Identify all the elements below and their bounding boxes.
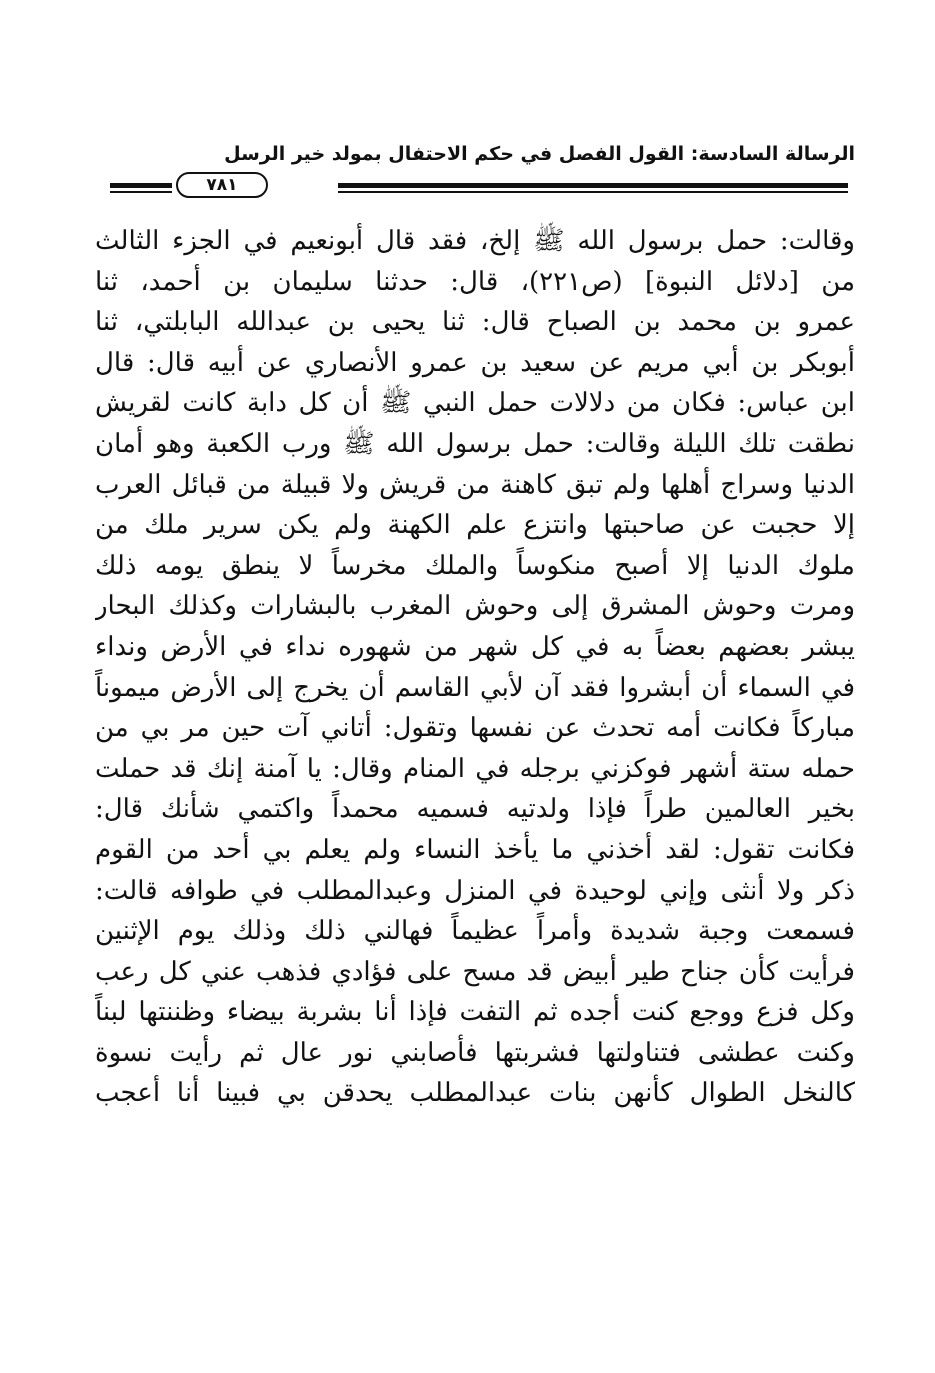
text-line: عمرو بن محمد بن الصباح قال: ثنا يحيى بن عبدالله البابلتي، ثنا — [95, 307, 855, 338]
header-rule-thick-right — [338, 183, 848, 188]
text-line: يبشر بعضهم بعضاً به في كل شهر من شهوره نداء في الأرض ونداء — [95, 631, 855, 662]
header-rule-thin-right — [338, 191, 848, 193]
page-number-badge: ٧٨١ — [176, 172, 268, 198]
text-line: ملوك الدنيا إلا أصبح منكوساً والملك مخرساً لا ينطق يومه ذلك — [95, 550, 855, 581]
text-line: في السماء أن أبشروا فقد آن لأبي القاسم أن يخرج إلى الأرض ميموناً — [95, 672, 855, 703]
text-line: حمله ستة أشهر فوكزني برجله في المنام وقال: يا آمنة إنك قد حملت — [95, 753, 855, 784]
running-header-title: الرسالة السادسة: القول الفصل في حكم الاحتفال بمولد خير الرسل — [224, 143, 855, 165]
text-line: ابن عباس: فكان من دلالات حمل النبي ﷺ أن كل دابة كانت لقريش — [95, 388, 855, 419]
text-line: فرأيت كأن جناح طير أبيض قد مسح على فؤادي فذهب عني كل رعب — [95, 956, 855, 987]
text-line: بخير العالمين طراً فإذا ولدتيه فسميه محمداً واكتمي شأنك قال: — [95, 794, 855, 825]
text-line: من [دلائل النبوة] (ص٢٢١)، قال: حدثنا سليمان بن أحمد، ثنا — [95, 266, 855, 297]
text-line: كالنخل الطوال كأنهن بنات عبدالمطلب يحدقن بي فبينا أنا أعجب — [95, 1078, 855, 1109]
header-rule — [110, 172, 848, 202]
body-text — [95, 221, 855, 1114]
text-line: الدنيا وسراج أهلها ولم تبق كاهنة من قريش ولا قبيلة من قبائل العرب — [95, 469, 855, 500]
text-line: ذكر ولا أنثى وإني لوحيدة في المنزل وعبدالمطلب في طوافه قالت: — [95, 875, 855, 906]
text-line: إلا حجبت عن صاحبتها وانتزع علم الكهنة ولم يكن سرير ملك من — [95, 510, 855, 541]
text-line: وكل فزع ووجع كنت أجده ثم التفت فإذا أنا بشربة بيضاء وظننتها لبناً — [95, 997, 855, 1028]
text-line: وكنت عطشى فتناولتها فشربتها فأصابني نور عال ثم رأيت نسوة — [95, 1037, 855, 1068]
text-line: أبوبكر بن أبي مريم عن سعيد بن عمرو الأنصاري عن أبيه قال: قال — [95, 347, 855, 378]
header-rule-thick-left — [110, 183, 172, 188]
text-line: وقالت: حمل برسول الله ﷺ إلخ، فقد قال أبونعيم في الجزء الثالث — [95, 226, 855, 256]
text-line: مباركاً فكانت أمه تحدث عن نفسها وتقول: أتاني آت حين مر بي من — [95, 713, 855, 744]
text-line: فسمعت وجبة شديدة وأمراً عظيماً فهالني ذلك وذلك يوم الإثنين — [95, 916, 855, 947]
text-line: نطقت تلك الليلة وقالت: حمل برسول الله ﷺ ورب الكعبة وهو أمان — [95, 428, 855, 459]
text-line: ومرت وحوش المشرق إلى وحوش المغرب بالبشارات وكذلك البحار — [95, 591, 855, 622]
text-line: فكانت تقول: لقد أخذني ما يأخذ النساء ولم يعلم بي أحد من القوم — [95, 834, 855, 865]
header-rule-thin-left — [110, 191, 172, 193]
